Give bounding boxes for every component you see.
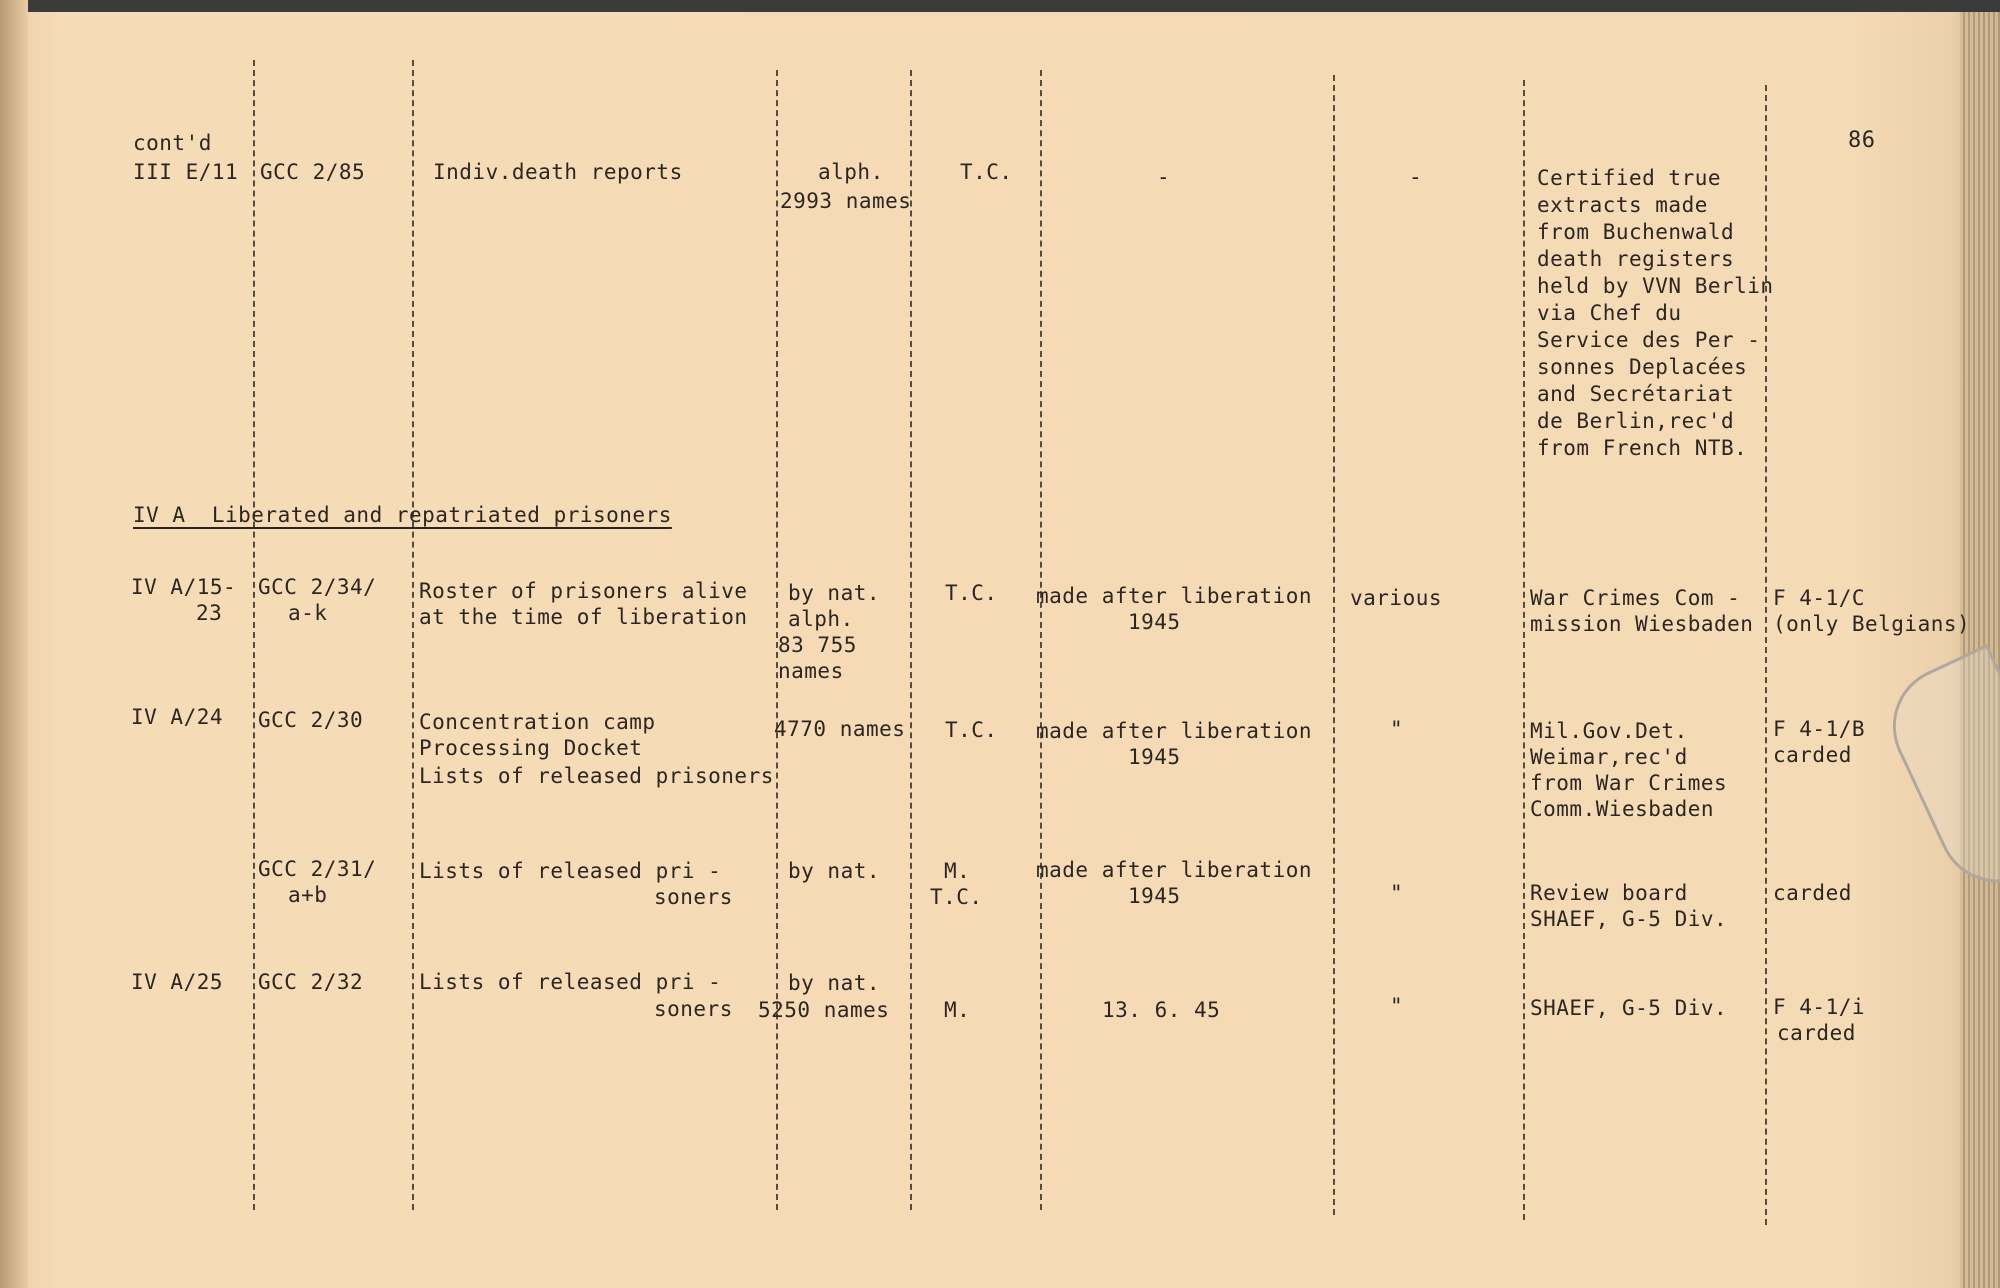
record-place: various: [1350, 586, 1443, 610]
record-type: M.: [944, 859, 971, 883]
record-ref: IV A/24: [131, 705, 224, 729]
record-code: GCC 2/30: [258, 708, 364, 732]
record-period: 1945: [1128, 610, 1181, 634]
record-source: Mil.Gov.Det.: [1530, 719, 1688, 743]
record-source: mission Wiesbaden: [1530, 612, 1754, 636]
record-arrangement: names: [778, 659, 844, 683]
record-source: via Chef du: [1537, 301, 1682, 325]
record-type: T.C.: [945, 581, 998, 605]
record-arrangement: 5250 names: [758, 998, 890, 1022]
record-remarks: F 4-1/i: [1773, 995, 1866, 1019]
record-remarks: (only Belgians): [1773, 612, 1971, 636]
record-source: SHAEF, G-5 Div.: [1530, 907, 1728, 931]
record-title: Lists of released prisoners: [419, 764, 774, 788]
record-remarks: carded: [1773, 881, 1852, 905]
record-type: M.: [944, 998, 971, 1022]
record-title: Roster of prisoners alive: [419, 579, 748, 603]
record-period: 1945: [1128, 745, 1181, 769]
record-period: 13. 6. 45: [1102, 998, 1221, 1022]
record-source: de Berlin,rec'd: [1537, 409, 1735, 433]
record-source: death registers: [1537, 247, 1735, 271]
record-source: Certified true: [1537, 166, 1722, 190]
record-source: from French NTB.: [1537, 436, 1748, 460]
record-remarks: F 4-1/C: [1773, 586, 1866, 610]
record-code: GCC 2/32: [258, 970, 364, 994]
record-source: from Buchenwald: [1537, 220, 1735, 244]
record-ref: IV A/25: [131, 970, 224, 994]
record-title: Processing Docket: [419, 736, 643, 760]
column-rule: [412, 60, 414, 1210]
record-type: T.C.: [930, 885, 983, 909]
record-source: extracts made: [1537, 193, 1708, 217]
record-period: made after liberation: [1036, 858, 1313, 882]
record-source: War Crimes Com -: [1530, 586, 1741, 610]
record-remarks: carded: [1773, 743, 1852, 767]
record-code: a-k: [288, 601, 328, 625]
record-place: ": [1390, 717, 1404, 741]
record-remarks: carded: [1777, 1021, 1856, 1045]
record-period: made after liberation: [1036, 719, 1313, 743]
record-ref: III E/11: [133, 160, 239, 184]
book-spine: [0, 0, 28, 1288]
record-type: T.C.: [945, 718, 998, 742]
record-place: ": [1390, 881, 1404, 905]
record-title: Indiv.death reports: [433, 160, 683, 184]
record-period: 1945: [1128, 884, 1181, 908]
record-place: -: [1409, 165, 1423, 189]
record-source: and Secrétariat: [1537, 382, 1735, 406]
column-rule: [1333, 75, 1335, 1215]
record-source: held by VVN Berlin: [1537, 274, 1774, 298]
record-arrangement: 2993 names: [780, 189, 912, 213]
thumb-shadow: [1873, 644, 2000, 902]
record-source: from War Crimes: [1530, 771, 1728, 795]
column-rule: [253, 60, 255, 1210]
record-arrangement: alph.: [818, 160, 884, 184]
record-ref: IV A/15-: [131, 575, 237, 599]
record-arrangement: 4770 names: [774, 717, 906, 741]
record-source: Review board: [1530, 881, 1688, 905]
record-title: Lists of released pri -: [419, 970, 722, 994]
column-rule: [1523, 80, 1525, 1220]
record-period: -: [1157, 165, 1171, 189]
record-code: GCC 2/85: [260, 160, 366, 184]
record-title: Concentration camp: [419, 710, 656, 734]
record-arrangement: alph.: [788, 607, 854, 631]
record-title: at the time of liberation: [419, 605, 748, 629]
record-source: Comm.Wiesbaden: [1530, 797, 1715, 821]
record-period: made after liberation: [1036, 584, 1313, 608]
record-source: Weimar,rec'd: [1530, 745, 1688, 769]
record-title: soners: [654, 997, 733, 1021]
scan-border: [0, 0, 2000, 12]
section-heading: IV A Liberated and repatriated prisoners: [133, 503, 672, 527]
record-title: Lists of released pri -: [419, 859, 722, 883]
column-rule: [1040, 70, 1042, 1210]
record-ref: 23: [196, 601, 223, 625]
page-number: 86: [1848, 128, 1876, 153]
record-type: T.C.: [960, 160, 1013, 184]
record-code: a+b: [288, 883, 328, 907]
column-rule: [910, 70, 912, 1210]
record-source: sonnes Deplacées: [1537, 355, 1748, 379]
record-arrangement: by nat.: [788, 581, 881, 605]
record-arrangement: 83 755: [778, 633, 857, 657]
record-code: GCC 2/34/: [258, 575, 377, 599]
record-place: ": [1390, 994, 1404, 1018]
record-arrangement: by nat.: [788, 971, 881, 995]
record-remarks: F 4-1/B: [1773, 717, 1866, 741]
record-source: Service des Per -: [1537, 328, 1761, 352]
column-rule: [1765, 85, 1767, 1225]
record-title: soners: [654, 885, 733, 909]
record-source: SHAEF, G-5 Div.: [1530, 996, 1728, 1020]
record-arrangement: by nat.: [788, 859, 881, 883]
contd-label: cont'd: [133, 131, 212, 155]
record-code: GCC 2/31/: [258, 857, 377, 881]
